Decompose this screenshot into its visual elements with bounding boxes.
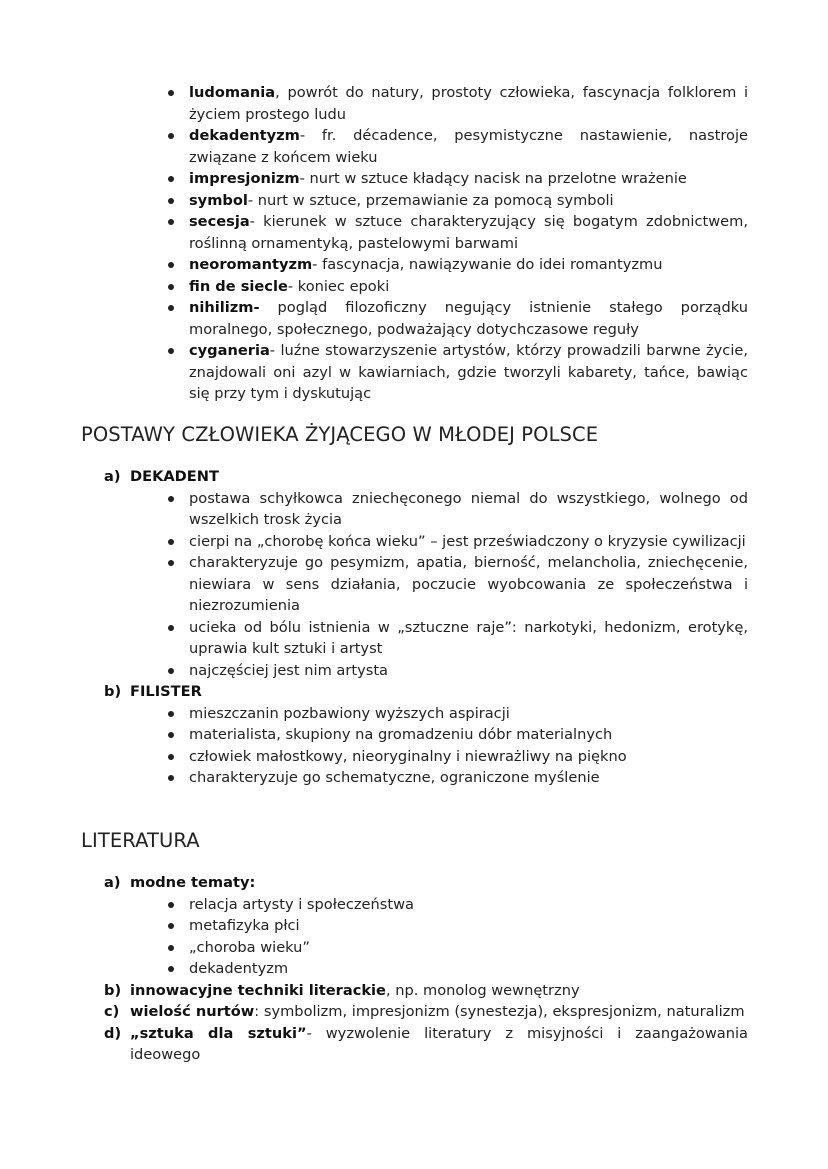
list-label: a) <box>104 468 121 485</box>
list-label: a) <box>104 874 121 891</box>
term: dekadentyzm <box>189 127 300 144</box>
section-heading: LITERATURA <box>81 829 200 852</box>
list-item <box>189 125 748 168</box>
list-item <box>189 211 748 254</box>
list-item: „choroba wieku” <box>189 937 748 959</box>
entry-text <box>130 1023 748 1066</box>
list-item: materialista, skupiony na gromadzeniu dóbr materialnych <box>189 724 748 746</box>
term: ludomania <box>189 84 276 101</box>
entry-bold: „sztuka dla sztuki” <box>130 1024 307 1042</box>
list-label: b) <box>104 683 122 700</box>
term: impresjonizm <box>189 170 300 187</box>
term-definition: , powrót do natury, prostoty człowieka, fascynacja folklorem i życiem prostego ludu <box>189 84 748 123</box>
subsection-title <box>104 681 748 703</box>
term: neoromantyzm <box>189 256 313 273</box>
list-item: relacja artysty i społeczeństwa <box>189 894 748 916</box>
subsection-literatura <box>104 872 748 1066</box>
term-definition: - koniec epoki <box>287 277 390 295</box>
list-item <box>189 190 748 212</box>
term-definition: pogląd filozoficzny negujący istnienie stałego porządku moralnego, społecznego, podważający dotychczasowe reguły <box>189 299 748 338</box>
list-item: najczęściej jest nim artysta <box>189 660 748 682</box>
list-entry-c <box>104 1001 748 1023</box>
list-item: postawa schyłkowca zniechęconego niemal do wszystkiego, wolnego od wszelkich trosk życia <box>189 488 748 531</box>
term: symbol <box>189 191 248 209</box>
list-item <box>189 297 748 340</box>
list-item: cierpi na „chorobę końca wieku” – jest przeświadczony o kryzysie cywilizacji <box>189 531 748 553</box>
list-item: dekadentyzm <box>189 958 748 980</box>
list-item: człowiek małostkowy, nieoryginalny i niewrażliwy na piękno <box>189 746 748 768</box>
term: secesja <box>189 213 250 230</box>
subsection-title-text: modne tematy: <box>130 874 256 891</box>
entry-rest: : symbolizm, impresjonizm (synestezja), ekspresjonizm, naturalizm <box>254 1003 745 1020</box>
entry-text <box>130 980 748 1002</box>
list-item: metafizyka płci <box>189 915 748 937</box>
term-definition: - kierunek w sztuce charakteryzujący się bogatym zdobnictwem, roślinną ornamentyką, pastelowymi barwami <box>189 213 748 252</box>
list-item: charakteryzuje go schematyczne, ograniczone myślenie <box>189 767 748 789</box>
list-item <box>189 340 748 405</box>
list-entry-d <box>104 1023 748 1066</box>
term-definition: - fr. décadence, pesymistyczne nastawienie, nastroje związane z końcem wieku <box>189 127 748 166</box>
list-item <box>189 254 748 276</box>
list-label: b) <box>104 981 122 999</box>
term: nihilizm- <box>189 299 260 316</box>
entry-text <box>130 1001 748 1023</box>
entry-rest: - wyzwolenie literatury z misyjności i zaangażowania ideowego <box>130 1024 748 1063</box>
subsection-dekadent <box>104 466 748 789</box>
topics-list <box>189 894 748 980</box>
subsection-title <box>104 872 748 894</box>
subsection-title <box>104 466 748 488</box>
term: cyganeria <box>189 342 270 359</box>
entry-bold: wielość nurtów <box>130 1003 255 1020</box>
term: fin de siecle <box>189 277 288 295</box>
entry-rest: , np. monolog wewnętrzny <box>385 981 580 999</box>
dekadent-list <box>189 488 748 682</box>
list-item <box>189 276 748 298</box>
filister-list <box>189 703 748 789</box>
section-heading: POSTAWY CZŁOWIEKA ŻYJĄCEGO W MŁODEJ POLSCE <box>81 423 599 446</box>
list-item <box>189 168 748 190</box>
list-item: mieszczanin pozbawiony wyższych aspiracji <box>189 703 748 725</box>
list-item <box>189 82 748 125</box>
list-label: d) <box>104 1024 122 1042</box>
list-entry-b <box>104 980 748 1002</box>
term-definition: - fascynacja, nawiązywanie do idei romantyzmu <box>312 256 663 273</box>
subsection-title-text: DEKADENT <box>130 468 219 485</box>
entry-bold: innowacyjne techniki literackie <box>130 981 386 999</box>
list-item: ucieka od bólu istnienia w „sztuczne raje”: narkotyki, hedonizm, erotykę, uprawia kult sztuki i artyst <box>189 617 748 660</box>
term-definition: - nurt w sztuce kładący nacisk na przelotne wrażenie <box>299 170 687 187</box>
term-definition: - luźne stowarzyszenie artystów, którzy prowadzili barwne życie, znajdowali oni azyl w kawiarniach, gdzie tworzyli kabarety, tańce, bawiąc się przy tym i dyskutując <box>189 342 748 402</box>
list-item: charakteryzuje go pesymizm, apatia, bierność, melancholia, zniechęcenie, niewiara w sens działania, poczucie wyobcowania ze społeczeństwa i niezrozumienia <box>189 552 748 617</box>
term-definition: - nurt w sztuce, przemawianie za pomocą symboli <box>247 191 614 209</box>
terms-list <box>189 82 748 405</box>
subsection-title-text: FILISTER <box>130 683 202 700</box>
list-label: c) <box>104 1003 120 1020</box>
